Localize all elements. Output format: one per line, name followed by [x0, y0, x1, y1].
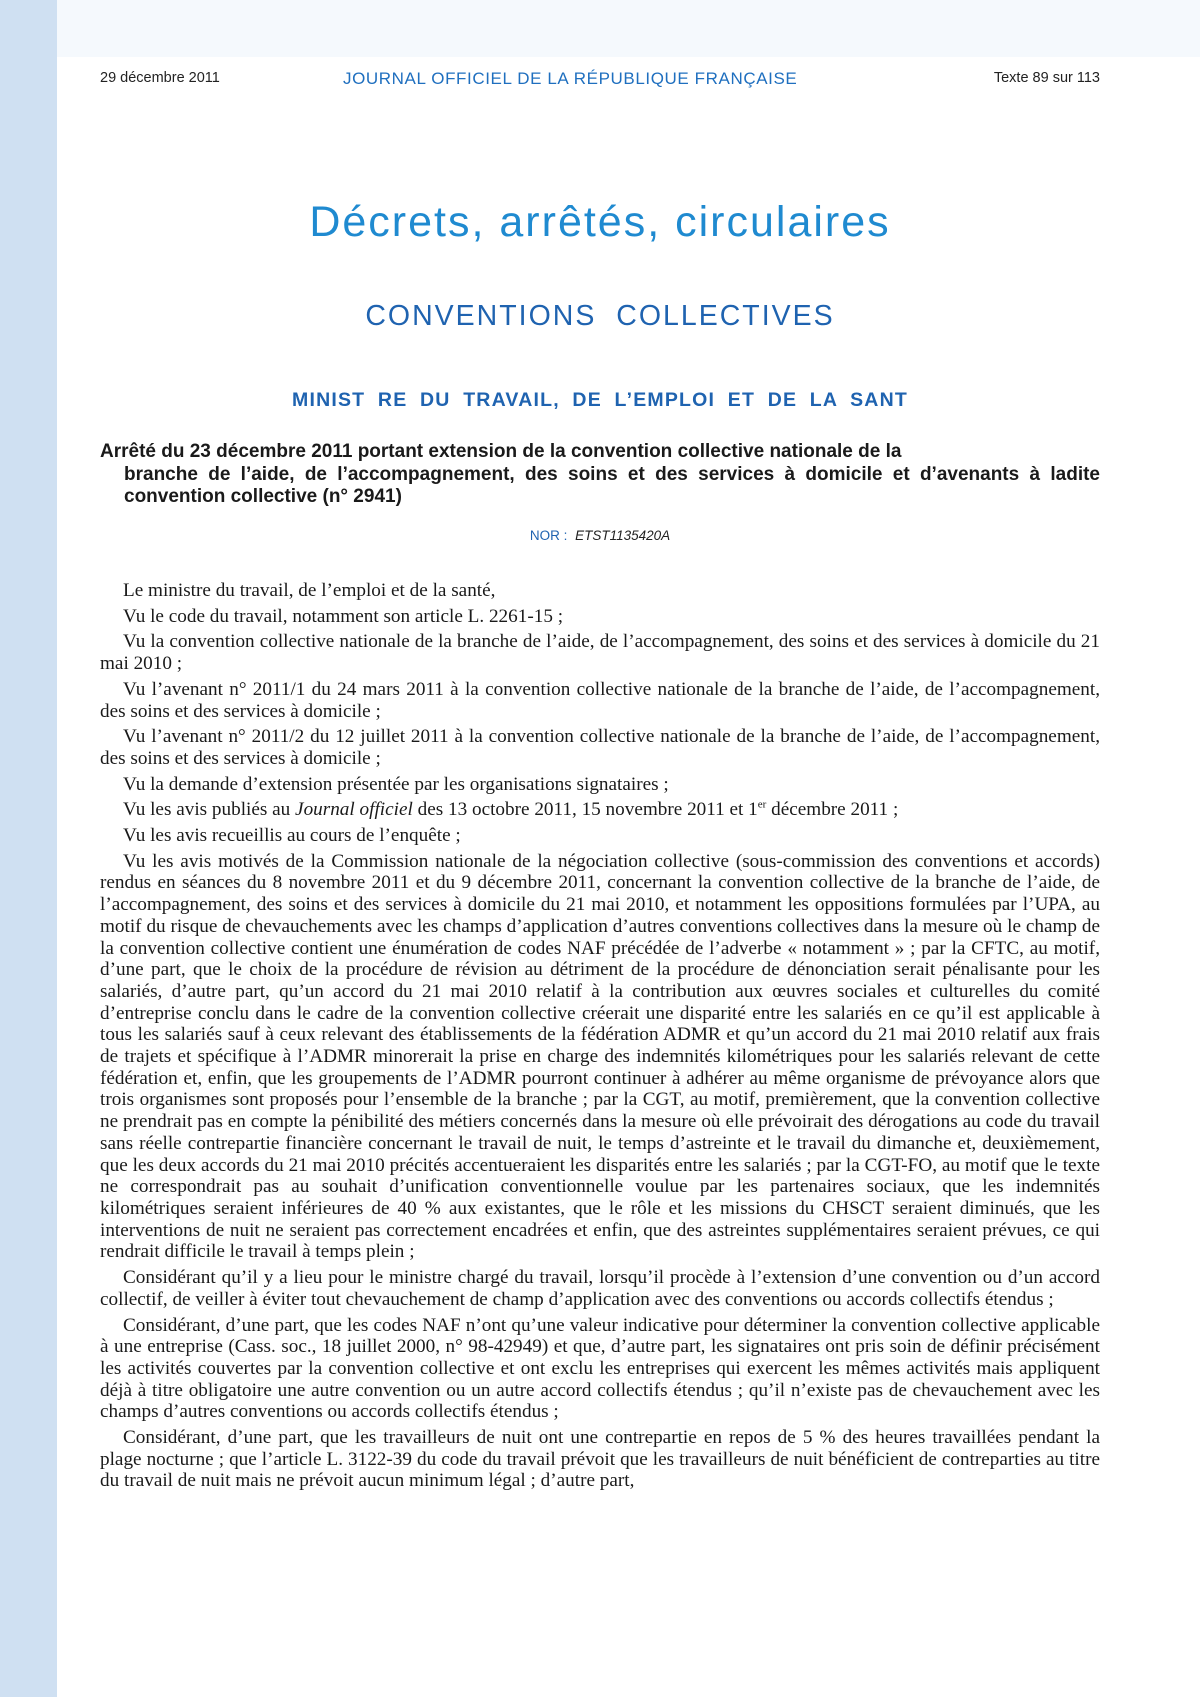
decree-title-line1: Arrêté du 23 décembre 2011 portant extension de la convention collective nationale de la	[100, 441, 902, 462]
page-header	[0, 70, 1200, 94]
paragraph	[100, 799, 1100, 821]
ministry-heading: MINIST RE DU TRAVAIL, DE L’EMPLOI ET DE LA SANT	[292, 389, 908, 411]
paragraph: Vu la convention collective nationale de la branche de l’aide, de l’accompagnement, des soins et des services à domicile du 21 mai 2010 ;	[100, 631, 1100, 675]
nor-reference	[0, 528, 1200, 543]
paragraph: Vu les avis motivés de la Commission nationale de la négociation collective (sous-commission des conventions et accords) rendus en séances du 8 novembre 2011 et du 9 décembre 2011, concernant la convention collective de la branche de l’aide, de l’accompagnement, des soins et des services à domicile du 21 mai 2010, et notamment les oppositions formulées par l’UPA, au motif du risque de chevauchements avec les champs d’application d’autres conventions collectives dans la mesure où le champ de la convention collective contient une énumération de codes NAF précédée de l’adverbe « notamment » ; par la CFTC, au motif, d’une part, que le choix de la procédure de révision au détriment de la procédure de dénonciation serait pénalisante pour les salariés, d’autre part, qu’un accord du 21 mai 2010 relatif à la contribution aux œuvres sociales et culturelles du comité d’entreprise conclu dans le cadre de la convention collective créerait une disparité entre les salariés en ce qu’il est applicable à tous les salariés sauf à ceux relevant des établissements de la fédération ADMR et qu’un accord du 21 mai 2010 relatif aux frais de trajets et spécifique à l’ADMR minorerait la prise en charge des indemnités kilométriques pour les salariés relevant de cette fédération et, enfin, que les groupements de l’ADMR pourront continuer à adhérer au même organisme de prévoyance alors que trois organismes sont proposés pour l’ensemble de la branche ; par la CGT, au motif, premièrement, que la convention collective ne prendrait pas en compte la pénibilité des métiers concernés dans la mesure où elle prévoirait des dérogations au code du travail sans réelle contrepartie financière concernant le travail de nuit, le temps d’astreinte et le travail du dimanche et, deuxièmement, que les deux accords du 21 mai 2010 précités accentueraient les disparités entre les salariés ; par la CGT-FO, au motif que le texte ne correspondrait pas au souhait d’unification conventionnelle voulue par les partenaires sociaux, que les indemnités kilométriques seraient inférieures de 40 % aux existantes, que le rôle et les missions du CHSCT seraient diminués, que les interventions de nuit ne seraient pas correctement encadrées et enfin, que des astreintes supplémentaires seraient prévues, ce qui rendrait difficile le travail à temps plein ;	[100, 850, 1100, 1263]
paragraph: Considérant, d’une part, que les codes NAF n’ont qu’une valeur indicative pour déterminer la convention collective applicable à une entreprise (Cass. soc., 18 juillet 2000, n° 98-42949) et que, d’autre part, les signataires ont pris soin de définir précisément les activités couvertes par la convention collective et ont exclu les entreprises qui exercent les mêmes activités mais appliquent déjà à titre obligatoire une autre convention ou un autre accord collectifs étendus ; qu’il n’existe pas de chevauchement avec les champs d’autres conventions ou accords collectifs étendus ;	[100, 1314, 1100, 1423]
paragraph: Vu l’avenant n° 2011/1 du 24 mars 2011 à la convention collective nationale de la branche de l’aide, de l’accompagnement, des soins et des services à domicile ;	[100, 678, 1100, 722]
paragraph: Considérant qu’il y a lieu pour le ministre chargé du travail, lorsqu’il procède à l’extension d’une convention ou d’un accord collectif, de veiller à éviter tout chevauchement de champ d’application avec des conventions ou accords collectifs étendus ;	[100, 1267, 1100, 1310]
nor-value: ETST1135420A	[575, 528, 671, 543]
top-margin-band	[57, 0, 1200, 57]
sous-rubrique-heading: CONVENTIONS COLLECTIVES	[365, 300, 835, 332]
paragraph: Vu la demande d’extension présentée par les organisations signataires ;	[123, 773, 669, 795]
decree-title-continuation: branche de l’aide, de l’accompagnement, des soins et des services à domicile et d’avenants à ladite convention collective (n° 2941)	[124, 463, 1100, 507]
paragraph-text: des 13 octobre 2011, 15 novembre 2011 et 1	[412, 799, 758, 821]
journal-officiel-italic: Journal officiel	[295, 799, 413, 821]
paragraph: Vu l’avenant n° 2011/2 du 12 juillet 2011 à la convention collective nationale de la branche de l’aide, de l’accompagnement, des soins et des services à domicile ;	[100, 726, 1100, 769]
header-journal-title: JOURNAL OFFICIEL DE LA RÉPUBLIQUE FRANÇAISE	[343, 69, 798, 88]
paragraph: Considérant, d’une part, que les travailleurs de nuit ont une contrepartie en repos de 5 % des heures travaillées pendant la plage nocturne ; que l’article L. 3122-39 du code du travail prévoit que les travailleurs de nuit bénéficient de contreparties au titre du travail de nuit mais ne prévoit aucun minimum légal ; d’autre part,	[100, 1427, 1100, 1492]
paragraph-text: Vu les avis publiés au	[123, 799, 296, 821]
paragraph-text: décembre 2011 ;	[766, 799, 899, 821]
paragraph: Le ministre du travail, de l’emploi et de la santé,	[123, 580, 496, 601]
document-body	[100, 580, 1100, 1496]
header-date: 29 décembre 2011	[100, 70, 220, 86]
nor-label: NOR :	[529, 528, 568, 543]
superscript: er	[757, 798, 767, 811]
paragraph: Vu les avis recueillis au cours de l’enquête ;	[123, 825, 461, 847]
paragraph: Vu le code du travail, notamment son article L. 2261-15 ;	[123, 605, 564, 627]
decree-title	[100, 441, 1100, 509]
left-margin-band	[0, 0, 57, 1697]
header-text-number: Texte 89 sur 113	[993, 70, 1100, 86]
rubrique-heading: Décrets, arrêtés, circulaires	[309, 198, 891, 246]
